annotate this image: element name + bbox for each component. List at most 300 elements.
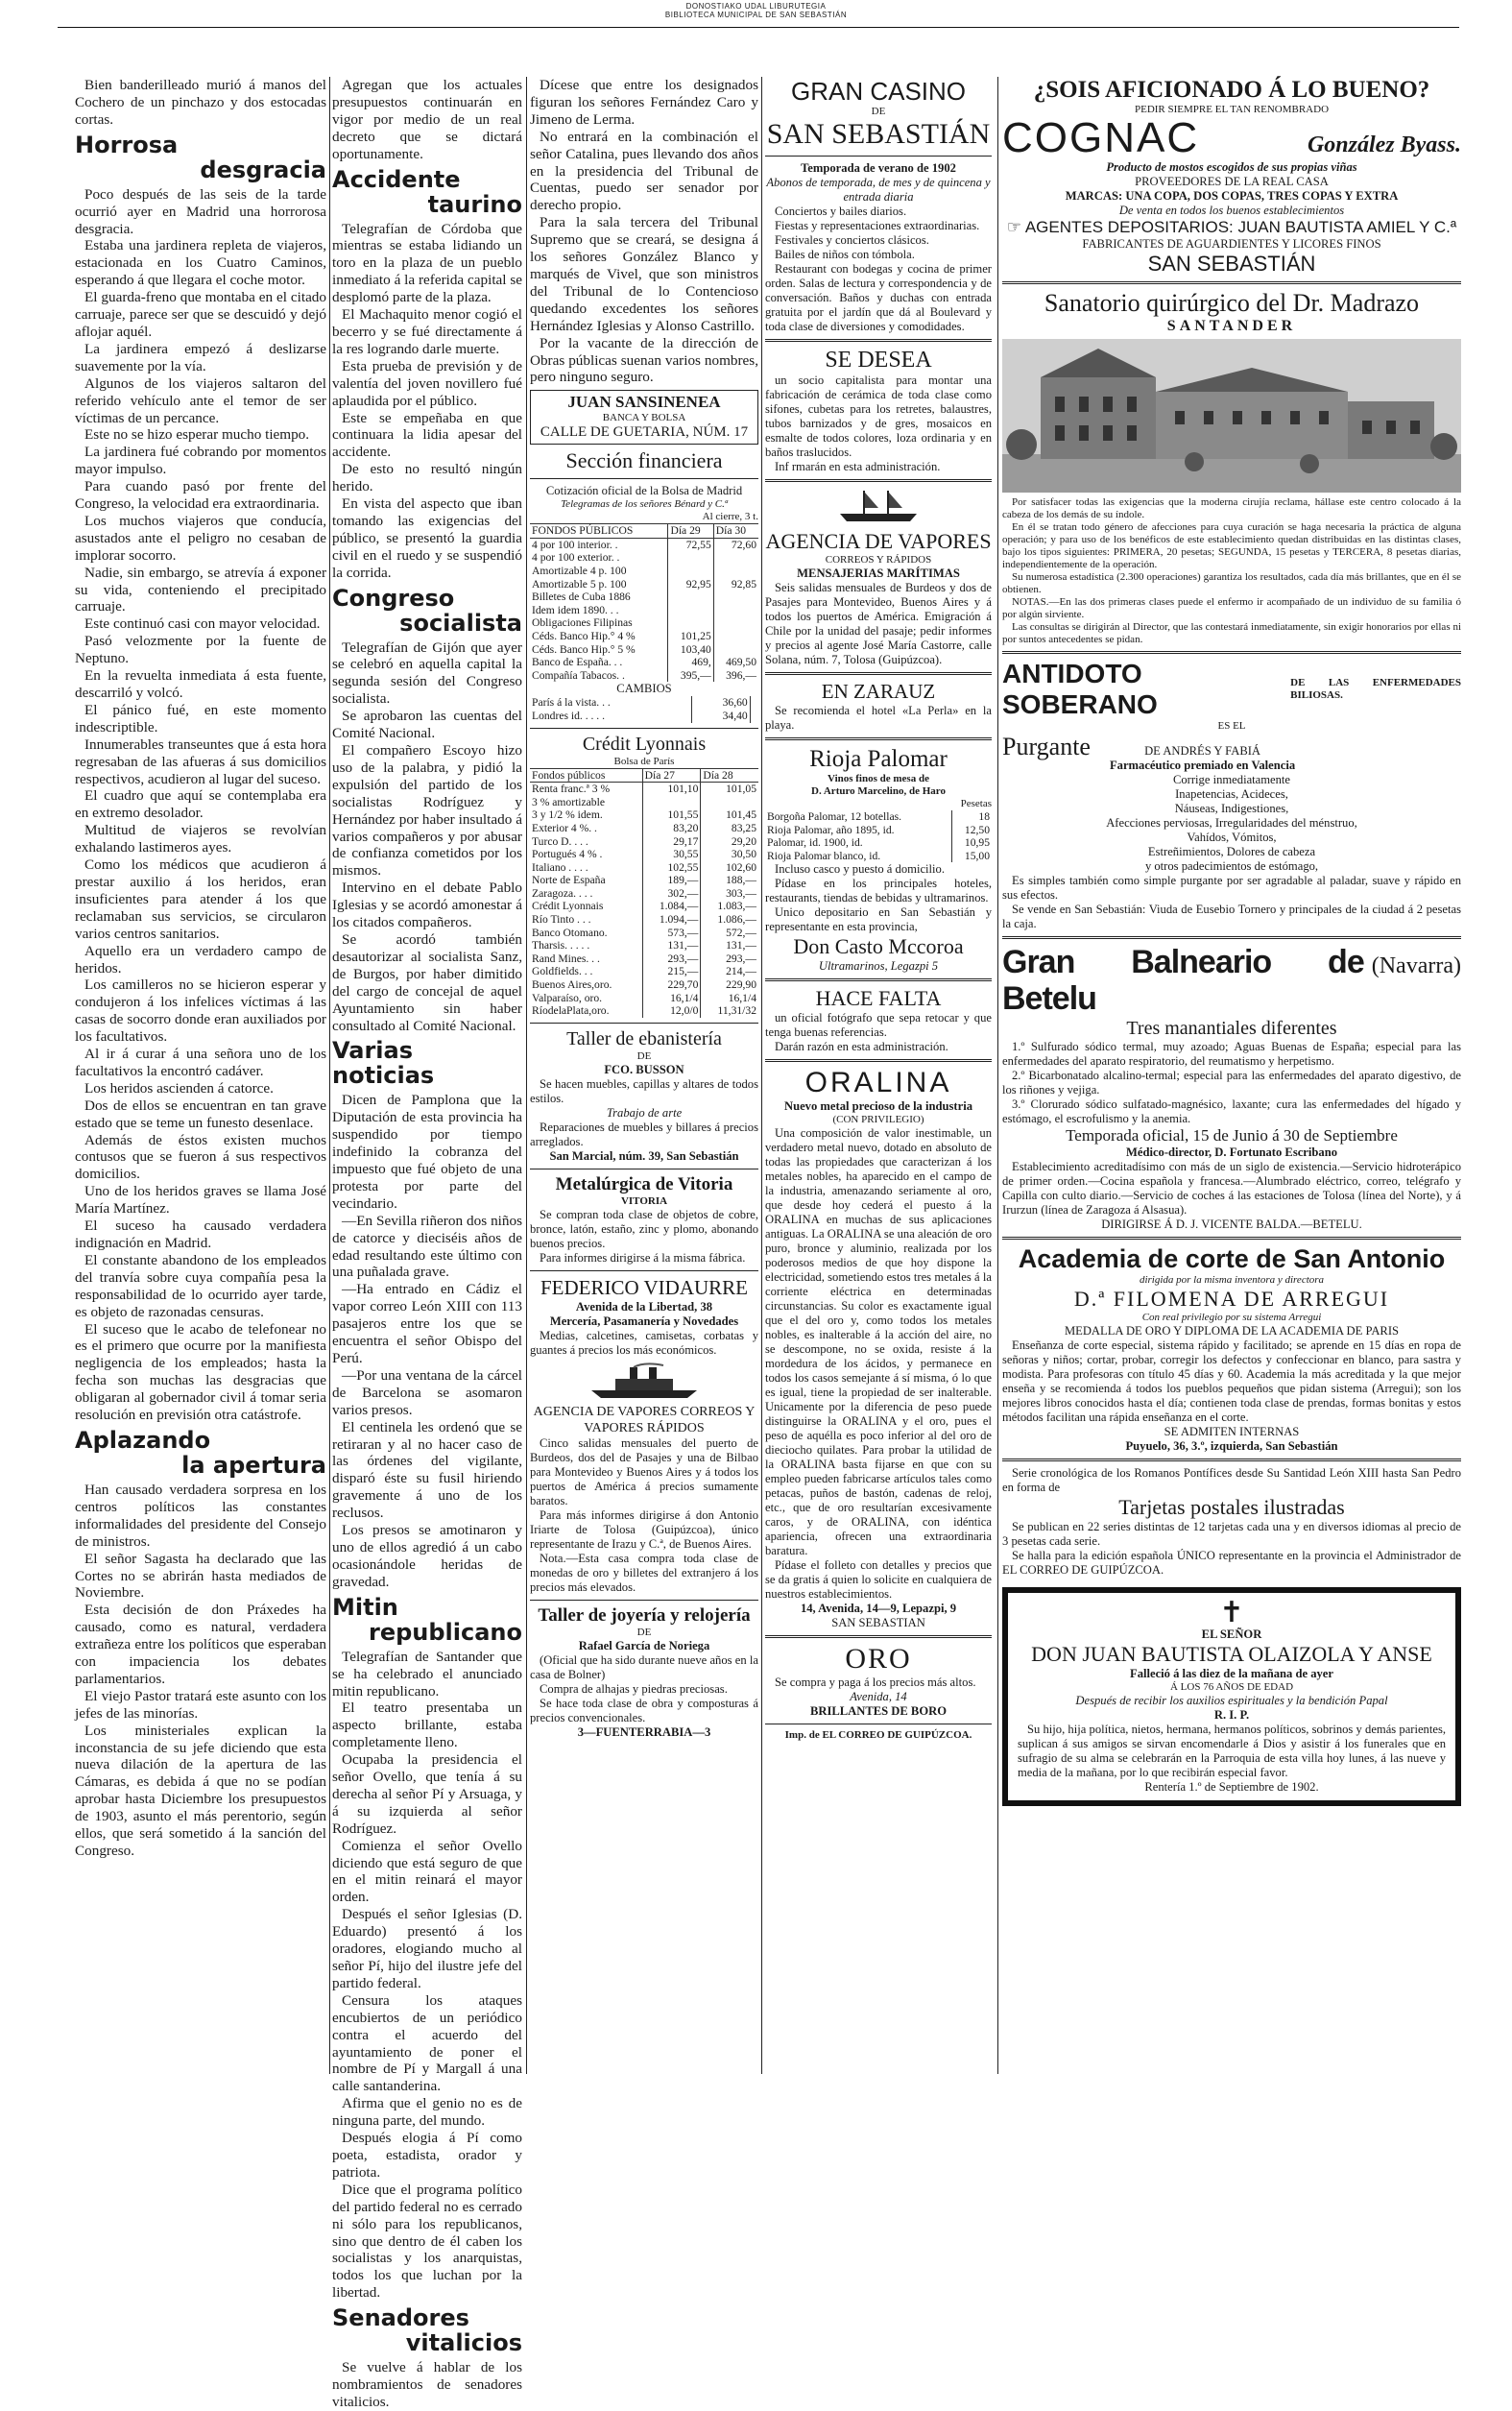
- divider: [765, 1059, 992, 1062]
- column-rule: [997, 77, 998, 2074]
- paragraph: Telegrafían de Santander que se ha celebrado el anunciado mitin republicano.: [332, 1648, 522, 1700]
- joyeria-address: 3—FUENTERRABIA—3: [577, 1724, 711, 1739]
- table-cell: 16,1/4: [701, 992, 758, 1005]
- paragraph: Este continuó casi con mayor velocidad.: [84, 615, 321, 633]
- table-cell: [713, 616, 758, 630]
- printer-imprint: Imp. de EL CORREO DE GUIPÚZCOA.: [784, 1729, 972, 1742]
- table-row: [530, 656, 758, 669]
- table-cell: RíodelaPlata,oro.: [532, 1004, 610, 1018]
- paragraph: Para cuando pasó por frente del Congreso, la velocidad era extraordinaria.: [75, 478, 326, 513]
- table-cell: Río Tinto . . .: [532, 913, 591, 927]
- table-cell: 101,25: [668, 630, 713, 643]
- paragraph: El centinela les ordenó que se retiraran y al no hacer caso de las órdenes del vigilante, disparó éste su fusil hiriendo gravemente á uno de los reclusos.: [332, 1418, 522, 1522]
- betelu-contact: DIRIGIRSE Á D. J. VICENTE BALDA.—BETELU.: [1101, 1217, 1362, 1231]
- paragraph: Bailes de niños con tómbola.: [775, 248, 915, 261]
- table-cell: [713, 604, 758, 617]
- table-cell: Rioja Palomar blanco, id.: [767, 849, 881, 862]
- hace-falta-text-2: Darán razón en esta administración.: [775, 1040, 948, 1054]
- divider: [530, 1023, 758, 1024]
- ebanisteria-title: Taller de ebanistería: [566, 1027, 722, 1049]
- table-row: [530, 992, 758, 1005]
- article-body-cortes: [75, 1482, 326, 1860]
- table-cell: 572,—: [701, 927, 758, 940]
- table-row: [530, 952, 758, 966]
- oro-title: ORO: [845, 1643, 912, 1676]
- table-cell: 10,95: [952, 836, 992, 850]
- ad-sansinenea: [530, 390, 758, 445]
- paragraph: De esto no resultó ningún herido.: [332, 461, 522, 495]
- table-cell: 396,—: [713, 669, 758, 683]
- table-header-cell: Día 30: [713, 524, 758, 539]
- obituary-died: Falleció á las diez de la mañana de ayer: [1130, 1666, 1333, 1680]
- oralina-sub: Nuevo metal precioso de la industria: [783, 1099, 972, 1114]
- table-cell: 16,1/4: [642, 992, 701, 1005]
- table-cell: París á la vista. . .: [532, 696, 611, 710]
- paragraph: Censura los ataques encubiertos de un periódico contra el acuerdo del ayuntamiento de poner el nombre de Pí y Margall á una calle santanderina.: [332, 1991, 522, 2095]
- sanatorio-title: Sanatorio quirúrgico del Dr. Madrazo: [1044, 289, 1420, 317]
- table-row: [530, 565, 758, 578]
- table-cell: 131,—: [642, 939, 701, 952]
- paragraph: Uno de los heridos graves se llama José María Martínez.: [75, 1183, 326, 1218]
- tarjetas-text: Serie cronológica de los Romanos Pontífices desde Su Santidad León XIII hasta San Pedro en forma de: [1002, 1465, 1461, 1494]
- cognac-product: Producto de mostos escogidos de sus propias viñas: [1106, 160, 1357, 174]
- table-row: [530, 710, 758, 723]
- headline-accidente: Accidente taurino: [332, 165, 522, 218]
- table-row: [765, 850, 992, 863]
- table-row: [765, 836, 992, 850]
- divider: [765, 1635, 992, 1638]
- oro-shop: BRILLANTES DE BORO: [809, 1704, 948, 1719]
- casto-name: Don Casto Mccoroa: [793, 934, 964, 959]
- vidaurre-text: Medias, calcetines, camisetas, corbatas y guantes á precios los más económicos.: [530, 1328, 758, 1357]
- paragraph: El compañero Escoyo hizo uso de la palabra, y pidió la expulsión del partido de los socialistas Rodríguez y Hernández por haber insultado á varios compañeros y por abusar de confianza cometidos por los mismos.: [332, 742, 522, 880]
- joyeria-text-3: Se hace toda clase de obra y composturas á precios convencionales.: [530, 1696, 758, 1724]
- metalurgica-text: Se compran toda clase de objetos de cobre, bronce, latón, estaño, zinc y plomo, abonando buenos precios.: [530, 1207, 758, 1250]
- metalurgica-title: Metalúrgica de Vitoria: [555, 1173, 733, 1194]
- cognac-venta: De venta en todos los buenos establecimientos: [1118, 204, 1345, 217]
- table-cell: Céds. Banco Hip.° 5 %: [532, 642, 636, 656]
- academia-sub: dirigida por la misma inventora y directora: [1139, 1273, 1325, 1286]
- table-cell: 15,00: [952, 850, 992, 863]
- casino-subscriptions: Abonos de temporada, de mes y de quincena y entrada diaria: [766, 176, 991, 204]
- table-cell: Amortizable 4 p. 100: [532, 565, 627, 577]
- table-row: [530, 822, 758, 835]
- ads-column-5: [1002, 77, 1461, 2074]
- article-body-senado: [530, 129, 758, 387]
- table-cell: 3 y 1/2 % idem.: [532, 808, 603, 822]
- cross-icon: ✝: [1219, 1596, 1244, 1628]
- betelu-title: Gran Balneario de Betelu: [1002, 943, 1364, 1017]
- table-cell: 469,50: [713, 656, 758, 669]
- table-cell: 101,05: [701, 783, 758, 796]
- steamship-icon: [587, 1362, 702, 1400]
- antidoto-title: ANTIDOTO SOBERANO: [1002, 658, 1158, 719]
- ebanisteria-text-2: Reparaciones de muebles y billares á precios arreglados.: [530, 1120, 758, 1148]
- table-cell: [701, 796, 758, 809]
- divider: [1002, 651, 1461, 654]
- table-cell: 469,: [668, 656, 713, 669]
- table-row: [530, 783, 758, 796]
- table-cell: 102,60: [701, 861, 758, 875]
- table-cell: 188,—: [701, 874, 758, 887]
- article-body-congreso: [332, 639, 522, 1035]
- sanatorio-building-illustration: [1002, 339, 1461, 493]
- sansinenea-title: JUAN SANSINENEA: [567, 393, 721, 412]
- paragraph: El guarda-freno que montaba en el citado carruaje, parece ser que se descuidó y dejó aflojar aquél.: [75, 289, 326, 340]
- table-cell: Valparaíso, oro.: [532, 991, 603, 1004]
- paragraph: —Ha entrado en Cádiz el vapor correo León XIII con 113 pasajeros entre los que se encuentra el señor Obispo del Perú.: [332, 1281, 522, 1366]
- divider: [1002, 281, 1461, 284]
- paragraph: Se aprobaron las cuentas del Comité Nacional.: [332, 708, 522, 742]
- table-cell: Goldfields. . .: [532, 965, 593, 978]
- divider: [765, 479, 992, 482]
- table-cell: Renta franc.ª 3 %: [532, 783, 611, 796]
- table-row: [530, 835, 758, 849]
- exchange-title: CAMBIOS: [616, 682, 672, 696]
- table-header-cell: Fondos públicos: [530, 768, 642, 783]
- cognac-brand-row: [1002, 116, 1461, 160]
- table-cell: 83,25: [701, 822, 758, 835]
- agencia-vapores-sub2: MENSAJERIAS MARÍTIMAS: [797, 567, 960, 580]
- betelu-spring-2: 2.º Bicarbonatado alcalino-termal; especial para las enfermedades del aparato digestivo, de los riñones y vejiga.: [1002, 1068, 1461, 1097]
- obituary-box: [1002, 1587, 1461, 1806]
- rioja-sub: Vinos finos de mesa de: [828, 773, 929, 784]
- academia-medal: MEDALLA DE ORO Y DIPLOMA DE LA ACADEMIA DE PARIS: [1064, 1323, 1400, 1338]
- table-cell: Borgoña Palomar, 12 botellas.: [767, 810, 902, 823]
- table-cell: 131,—: [701, 939, 758, 952]
- paragraph: Como los médicos que acudieron á prestar auxilio á los heridos, eran insuficientes para atender á los que reclamaban sus servicios, se circularon varios centros sanitarios.: [75, 856, 326, 942]
- table-cell: 1.086,—: [701, 913, 758, 927]
- table-header-cell: FONDOS PÚBLICOS: [530, 524, 668, 539]
- paragraph: Por la vacante de la dirección de Obras públicas suenan varios nombres, pero ninguno seguro.: [530, 334, 758, 386]
- cognac-agents: ☞ AGENTES DEPOSITARIOS: JUAN BAUTISTA AMIEL Y C.ª: [1006, 218, 1457, 236]
- table-cell: [713, 551, 758, 565]
- table-row: [765, 824, 992, 837]
- paragraph: Dicen de Pamplona que la Diputación de esta provincia ha suspendido por tiempo indefinido la cobranza del impuesto que fué objeto de una protesta por parte del vecindario.: [332, 1092, 522, 1212]
- table-row: [530, 848, 758, 861]
- divider: [1002, 1459, 1461, 1461]
- paragraph: Dos de ellos se encuentran en tan grave estado que se teme un funesto desenlace.: [75, 1097, 326, 1131]
- academia-text: Enseñanza de corte especial, sistema rápido y facilitado; se aprende en 15 días en ropa de señoras y niños; cortar, probar, corregir los defectos y confeccionar en blanco, para sastra y modista. Para profesoras con título 45 días y 60. Academia la más acreditada y la que mejor enseña y se recomienda á todos los pueblos pequeños que pidan sistema (Arregui); son los mejores libros conocidos hasta el día; contienen toda clase de prendas, formas bonitas y estos métodos facilitan una rápida enseñanza en el corte.: [1002, 1338, 1461, 1424]
- academia-internas: SE ADMITEN INTERNAS: [1164, 1424, 1300, 1438]
- quote-title: Cotización oficial de la Bolsa de Madrid: [545, 484, 743, 498]
- sanatorio-text-2: En él se tratan todo género de afecciones para cuya curación se haga necesaria la práctica de alguna operación; y para uso de los benéficos de este establecimiento quedan distribuidas en las distintas clases, bajo los tipos siguientes: PRIMERA, 20 pesetas; SEGUNDA, 15 pesetas y TERCERA, 8 pesetas diarias, independientemente de la operación.: [1002, 520, 1461, 570]
- paragraph: Los presos se amotinaron y uno de ellos agredió á un cabo ocasionándole heridas de gravedad.: [332, 1522, 522, 1590]
- table-cell: Amortizable 5 p. 100: [532, 577, 627, 591]
- ebanisteria-owner: FCO. BUSSON: [604, 1062, 684, 1076]
- table-cell: 29,20: [701, 835, 758, 849]
- se-desea-text: un socio capitalista para montar una fabricación de cerámica de toda clase como sifones, cubetas para los retretes, balaustres, tubos barnizados y de gres, mosaicos en esmalte de todos colores, loza ordinaria y en baños traslucidos.: [765, 374, 992, 459]
- table-cell: Rand Mines. . .: [532, 952, 600, 965]
- article-body-mitin: [332, 1649, 522, 2302]
- exchange-table: [530, 696, 758, 722]
- paragraph: —Por una ventana de la cárcel de Barcelona se asomaron varios presos.: [332, 1366, 522, 1418]
- table-cell: 189,—: [642, 874, 701, 887]
- paragraph: Nadie, sin embargo, se atrevía á exponer su vida, conteniendo el precipitado carruaje.: [75, 564, 326, 615]
- table-row: [530, 604, 758, 617]
- table-cell: Rioja Palomar, año 1895, id.: [767, 823, 895, 836]
- pointing-hand-icon: ☞: [1006, 218, 1025, 236]
- symptom-item: Vahídos, Vómitos,: [1187, 830, 1277, 844]
- table-cell: 215,—: [642, 965, 701, 978]
- table-cell: Crédit Lyonnais: [532, 900, 604, 913]
- table-cell: 293,—: [701, 952, 758, 966]
- vidaurre-line: Mercería, Pasamanería y Novedades: [549, 1314, 739, 1328]
- table-cell: 1.094,—: [642, 913, 701, 927]
- column-rule: [526, 77, 527, 2074]
- table-cell: Turco D. . . .: [532, 834, 588, 848]
- divider: [765, 978, 992, 981]
- table-cell: Portugués 4 % .: [532, 848, 603, 861]
- symptom-item: Estreñimientos, Dolores de cabeza: [1147, 844, 1316, 858]
- table-cell: Compañía Tabacos. .: [532, 668, 625, 682]
- column-rule: [329, 77, 330, 2074]
- paragraph: Además de éstos existen muchos contusos que se fueron á sus respectivos domicilios.: [75, 1131, 326, 1183]
- se-desea-title: SE DESEA: [825, 348, 932, 373]
- paragraph: Los heridos ascienden á catorce.: [84, 1079, 274, 1097]
- paragraph: Poco después de las seis de la tarde ocurrió ayer en Madrid una horrorosa desgracia.: [75, 185, 326, 237]
- table-cell: Idem idem 1890. . .: [532, 603, 619, 616]
- headline-congreso: Congreso socialista: [332, 584, 522, 637]
- table-cell: 92,95: [668, 578, 713, 591]
- table-cell: [713, 591, 758, 604]
- table-header-cell: Día 29: [668, 524, 713, 539]
- table-row: [530, 965, 758, 978]
- paragraph: Esta decisión de don Práxedes ha causado, como es natural, verdadera extrañeza entre los políticos que esperaban con impaciencia los debates parlamentarios.: [75, 1602, 326, 1687]
- table-cell: [668, 565, 713, 578]
- paragraph: El viejo Pastor tratará este asunto con los jefes de las minorías.: [75, 1687, 326, 1722]
- obituary-el: EL SEÑOR: [1201, 1627, 1262, 1641]
- table-cell: Obligaciones Filipinas: [532, 616, 633, 630]
- vidaurre-title: FEDERICO VIDAURRE: [540, 1275, 749, 1299]
- paragraph: En la revuelta inmediata á esta fuente, descarriló y volcó.: [75, 667, 326, 701]
- table-cell: Banco de España. . .: [532, 656, 623, 669]
- joyeria-text-2: Compra de alhajas y piedras preciosas.: [540, 1681, 728, 1696]
- library-stamp: [0, 2, 1512, 19]
- table-header-cell: Día 27: [642, 768, 701, 783]
- paragraph: —En Sevilla riñeron dos niños de catorce y dieciséis años de edad resultando este último con una puñalada grave.: [332, 1212, 522, 1281]
- table-row: [530, 1004, 758, 1018]
- table-row: [530, 913, 758, 927]
- table-cell: 1.084,—: [642, 900, 701, 913]
- divider: [530, 728, 758, 729]
- quote-close: Al cierre, 3 t.: [702, 511, 758, 523]
- table-cell: Buenos Aires,oro.: [532, 978, 612, 992]
- table-cell: [668, 604, 713, 617]
- symptom-item: Corrige inmediatamente: [1172, 772, 1291, 786]
- paragraph: Conciertos y bailes diarios.: [775, 205, 907, 218]
- sanatorio-text-4: NOTAS.—En las dos primeras clases puede el enfermo ir acompañado de un individuo de su familia ó por algún sirviente.: [1002, 595, 1461, 620]
- table-row: [765, 810, 992, 824]
- table-cell: Palomar, id. 1900, id.: [767, 836, 863, 850]
- table-row: [530, 808, 758, 822]
- paragraph: El Machaquito menor cogió el becerro y se fué directamente á la res logrando darle muerte.: [332, 306, 522, 357]
- paragraph: Fiestas y representaciones extraordinarias.: [775, 219, 980, 232]
- oralina-text-2: Pídase el folleto con detalles y precios que se da gratis á quien lo solicite en cualquiera de nuestros establecimientos.: [765, 1558, 992, 1602]
- table-row: [530, 887, 758, 901]
- news-column-3: [530, 77, 758, 2074]
- agencia-text-2: Para más informes dirigirse á don Antonio Iriarte de Tolosa (Guipúzcoa), único representante de Irazu y C.ª, de Buenos Aires.: [530, 1507, 758, 1551]
- antidoto-purgante-row: [1002, 733, 1461, 773]
- table-cell: [713, 643, 758, 657]
- article-tail: Bien banderilleado murió á manos del Cochero de un pinchazo y dos estocadas cortas.: [75, 77, 326, 128]
- paragraph: El suceso que le acabo de telefonear no es el primero que ocurre por la manifiesta negligencia de los empleados; hasta la fecha son muchas las desgracias que obligaran al gobernador civil á tomar seria resolución en previsión otra catástrofe.: [75, 1320, 326, 1424]
- table-cell: 12,0/0: [642, 1004, 701, 1018]
- antidoto-sub: DE LAS ENFERMEDADES BILIOSAS.: [1290, 676, 1461, 701]
- obituary-age: Á LOS 76 AÑOS DE EDAD: [1169, 1680, 1294, 1693]
- table-cell: [750, 710, 758, 723]
- paragraph: El pánico fué, en este momento indescriptible.: [75, 701, 326, 735]
- rioja-text-2: Pídase en los principales hoteles, restaurants, tiendas de bebidas y ultramarinos.: [765, 877, 992, 905]
- table-cell: 11,31/32: [701, 1004, 758, 1018]
- paragraph: Este no se hizo esperar mucho tiempo.: [84, 426, 310, 444]
- paragraph: Los camilleros no se hicieron esperar y condujeron á los infelices víctimas á las casas de socorro donde eran auxiliados por los facultativos.: [75, 976, 326, 1046]
- joyeria-de: DE: [636, 1626, 652, 1638]
- table-cell: [668, 591, 713, 604]
- credit-lyonnais-title: Crédit Lyonnais: [582, 733, 707, 755]
- divider: [1002, 1237, 1461, 1240]
- table-cell: 1.083,—: [701, 900, 758, 913]
- symptom-item: Náuseas, Indigestiones,: [1174, 801, 1289, 815]
- paris-bourse-table: [530, 768, 758, 1018]
- table-cell: [668, 616, 713, 630]
- antidoto-text: Es simples también como simple purgante por ser agradable al paladar, suave y rápido en sus efectos.: [1002, 873, 1461, 902]
- vidaurre-address: Avenida de la Libertad, 38: [575, 1299, 713, 1314]
- academia-priv: Con real privilegio por su sistema Arregui: [1141, 1311, 1322, 1323]
- article-body-varias: [332, 1092, 522, 1590]
- paragraph: Telegrafían de Gijón que ayer se celebró en aquella capital la segunda sesión del Congreso socialista.: [332, 639, 522, 708]
- sansinenea-sub: BANCA Y BOLSA: [602, 412, 686, 424]
- table-cell: 101,45: [701, 808, 758, 822]
- paragraph: Después elogia á Pí como poeta, estadista, orador y patriota.: [332, 2130, 522, 2181]
- financial-section-title: Sección financiera: [565, 448, 723, 473]
- table-cell: Zaragoza. . . .: [532, 886, 593, 900]
- paragraph: Intervino en el debate Pablo Iglesias y se acordó amonestar á los citados compañeros.: [332, 880, 522, 931]
- betelu-sub: Tres manantiales diferentes: [1126, 1017, 1337, 1039]
- table-cell: 4 por 100 interior. .: [532, 538, 618, 551]
- news-column-2: [332, 77, 522, 2410]
- divider: [765, 737, 992, 740]
- betelu-title-row: [1002, 944, 1461, 1017]
- antidoto-title-row: [1002, 659, 1461, 720]
- paragraph: Este se empeñaba en que continuara la lidia apesar del accidente.: [332, 409, 522, 461]
- rioja-text: Incluso casco y puesto á domicilio.: [775, 862, 945, 877]
- table-cell: [642, 796, 701, 809]
- article-body-taurino: [332, 221, 522, 582]
- betelu-spring-3: 3.º Clorurado sódico sulfatado-magnésico, laxante; cura las enfermedades del hígado y estómago, el escrofulismo y la anemia.: [1002, 1097, 1461, 1125]
- cognac-city: SAN SEBASTIÁN: [1147, 252, 1316, 276]
- cognac-fabricantes: FABRICANTES DE AGUARDIENTES Y LICORES FINOS: [1082, 237, 1381, 251]
- paragraph: Han causado verdadera sorpresa en los centros políticos las constantes informalidades del presidente del Consejo de ministros.: [75, 1481, 326, 1550]
- table-cell: Exterior 4 %. .: [532, 821, 597, 834]
- table-cell: Céds. Banco Hip.° 4 %: [532, 629, 636, 642]
- table-cell: [750, 696, 758, 710]
- table-row: [530, 551, 758, 565]
- table-cell: 4 por 100 exterior. .: [532, 551, 620, 565]
- table-cell: 83,20: [642, 822, 701, 835]
- sanatorio-city: SANTANDER: [1166, 318, 1297, 334]
- headline-aplazando: Aplazando la apertura: [75, 1426, 326, 1479]
- table-row: [530, 796, 758, 809]
- metalurgica-text-2: Para informes dirigirse á la misma fábrica.: [540, 1250, 746, 1265]
- ebanisteria-de: DE: [636, 1049, 652, 1062]
- table-cell: Billetes de Cuba 1886: [532, 591, 631, 604]
- table-cell: 102,55: [642, 861, 701, 875]
- cognac-purveyor: PROVEEDORES DE LA REAL CASA: [1135, 175, 1329, 188]
- casino-de: DE: [871, 106, 886, 117]
- divider: [1002, 936, 1461, 939]
- table-row: [530, 861, 758, 875]
- table-header-cell: Día 28: [701, 768, 758, 783]
- symptom-item: Afecciones perviosas, Irregularidades del ménstruo,: [1106, 815, 1357, 830]
- table-row: [530, 616, 758, 630]
- betelu-director: Médico-director, D. Fortunato Escribano: [1125, 1145, 1337, 1159]
- table-cell: Tharsis. . . . .: [532, 939, 590, 952]
- academia-director: D.ª FILOMENA DE ARREGUI: [1073, 1286, 1390, 1311]
- table-row: [530, 927, 758, 940]
- table-cell: 92,85: [713, 578, 758, 591]
- table-cell: Italiano . . . .: [532, 860, 588, 874]
- madrid-bond-table: [530, 523, 758, 682]
- paragraph: Estaba una jardinera repleta de viajeros, estacionada en los Cuatro Caminos, esperando á que llegara el coche motor.: [75, 237, 326, 289]
- paragraph: Aquello era un verdadero campo de heridos.: [75, 942, 326, 976]
- academia-title: Academia de corte de San Antonio: [1018, 1243, 1446, 1273]
- paragraph: Pasó velozmente por la fuente de Neptuno.: [75, 633, 326, 667]
- rioja-pesetas: Pesetas: [960, 798, 992, 809]
- table-cell: 36,60: [692, 696, 751, 710]
- paragraph: Afirma que el genio no es de ninguna parte, del mundo.: [332, 2095, 522, 2130]
- credit-lyonnais-sub: Bolsa de París: [613, 755, 675, 767]
- symptom-item: y otros padecimientos de estómago,: [1144, 858, 1319, 873]
- table-cell: Londres id. . . . .: [532, 709, 605, 722]
- divider: [765, 672, 992, 675]
- paragraph: Comienza el señor Ovello diciendo que está seguro de que en el mitin reinará el mayor orden.: [332, 1837, 522, 1906]
- metalurgica-city: VITORIA: [620, 1194, 668, 1207]
- table-cell: 72,60: [713, 538, 758, 551]
- cognac-brand: COGNAC: [1002, 114, 1200, 161]
- tarjetas-title: Tarjetas postales ilustradas: [1118, 1494, 1345, 1519]
- headline-mitin: Mitin republicano: [332, 1593, 522, 1646]
- oralina-city: SAN SEBASTIAN: [831, 1616, 925, 1630]
- paragraph: Se acordó también desautorizar al socialista Sanz, de Burgos, por haber dimitido del cargo de concejal de aquel Ayuntamiento sin haber consultado al Comité Nacional.: [332, 930, 522, 1034]
- agencia-text: Cinco salidas mensuales del puerto de Burdeos, dos del de Pasajes y una de Bilbao para Montevideo y Buenos Aires y á todos los puertos de América á precios sumamente baratos.: [530, 1435, 758, 1507]
- agencia-vapores-title: AGENCIA DE VAPORES: [765, 529, 992, 553]
- table-row: [530, 696, 758, 710]
- table-cell: 229,90: [701, 978, 758, 992]
- paragraph: Algunos de los viajeros saltaron del referido vehículo ante el temor de ser víctimas de un percance.: [75, 374, 326, 426]
- cognac-pedir: PEDIR SIEMPRE EL TAN RENOMBRADO: [1134, 104, 1330, 115]
- table-row: [530, 591, 758, 604]
- sansinenea-address: CALLE DE GUETARIA, NÚM. 17: [540, 424, 749, 441]
- paragraph: No entrará en la combinación el señor Catalina, pues llevando dos años en la presidencia del Tribunal de Cuentas, puedo ser senador por derecho propio.: [530, 128, 758, 214]
- paragraph: Restaurant con bodegas y cocina de primer orden. Salas de lectura y correspondencia y de conversación. Baños y duchas con entrada gratuita por el jardín que dá al Boulevard y toda clase de diversiones y comodidades.: [765, 262, 992, 333]
- obituary-sacraments: Después de recibir los auxilios espirituales y la bendición Papal: [1075, 1693, 1388, 1707]
- se-desea-text-2: Inf rmarán en esta administración.: [775, 460, 941, 473]
- betelu-text: Establecimiento acreditadísimo con más de un siglo de existencia.—Servicio hidroterápico de primer orden.—Cocina española y francesa.—Alumbrado eléctrico, correo, telégrafo y Capilla con culto diario.—Servicio de coches á las estaciones de Tolosa (línea del Norte), y á Irurzun (línea de Zaragoza á Alsasua).: [1002, 1159, 1461, 1217]
- table-cell: 72,55: [668, 538, 713, 551]
- obituary-text: Su hijo, hija política, nietos, hermana, hermanos políticos, sobrinos y demás parientes, suplican á sus amigos se sirvan encomendarle á Dios y asistir á los funerales que en sufragio de su alma se celebrarán en la Parroquia de esta villa hoy lunes, á las nueve y media de la mañana, por lo que recibirán especial favor.: [1018, 1722, 1446, 1779]
- paragraph: El señor Sagasta ha declarado que las Cortes no se abrirán hasta mediados de Noviembre.: [75, 1550, 326, 1602]
- paragraph: El teatro presentaba un aspecto brillante, estaba completamente lleno.: [332, 1700, 522, 1751]
- paragraph: La jardinera empezó á deslizarse suavemente por la vía.: [75, 340, 326, 374]
- agencia-title: AGENCIA DE VAPORES CORREOS Y VAPORES RÁPIDOS: [533, 1404, 756, 1435]
- table-cell: 12,50: [952, 824, 992, 837]
- table-row: [530, 900, 758, 913]
- rioja-title: Rioja Palomar: [809, 746, 948, 772]
- article-tail: Dícese que entre los designados figuran los señores Fernández Caro y Jimeno de Lerma.: [530, 77, 758, 128]
- casto-address: Ultramarinos, Legazpi 5: [818, 959, 939, 974]
- table-row: [530, 669, 758, 683]
